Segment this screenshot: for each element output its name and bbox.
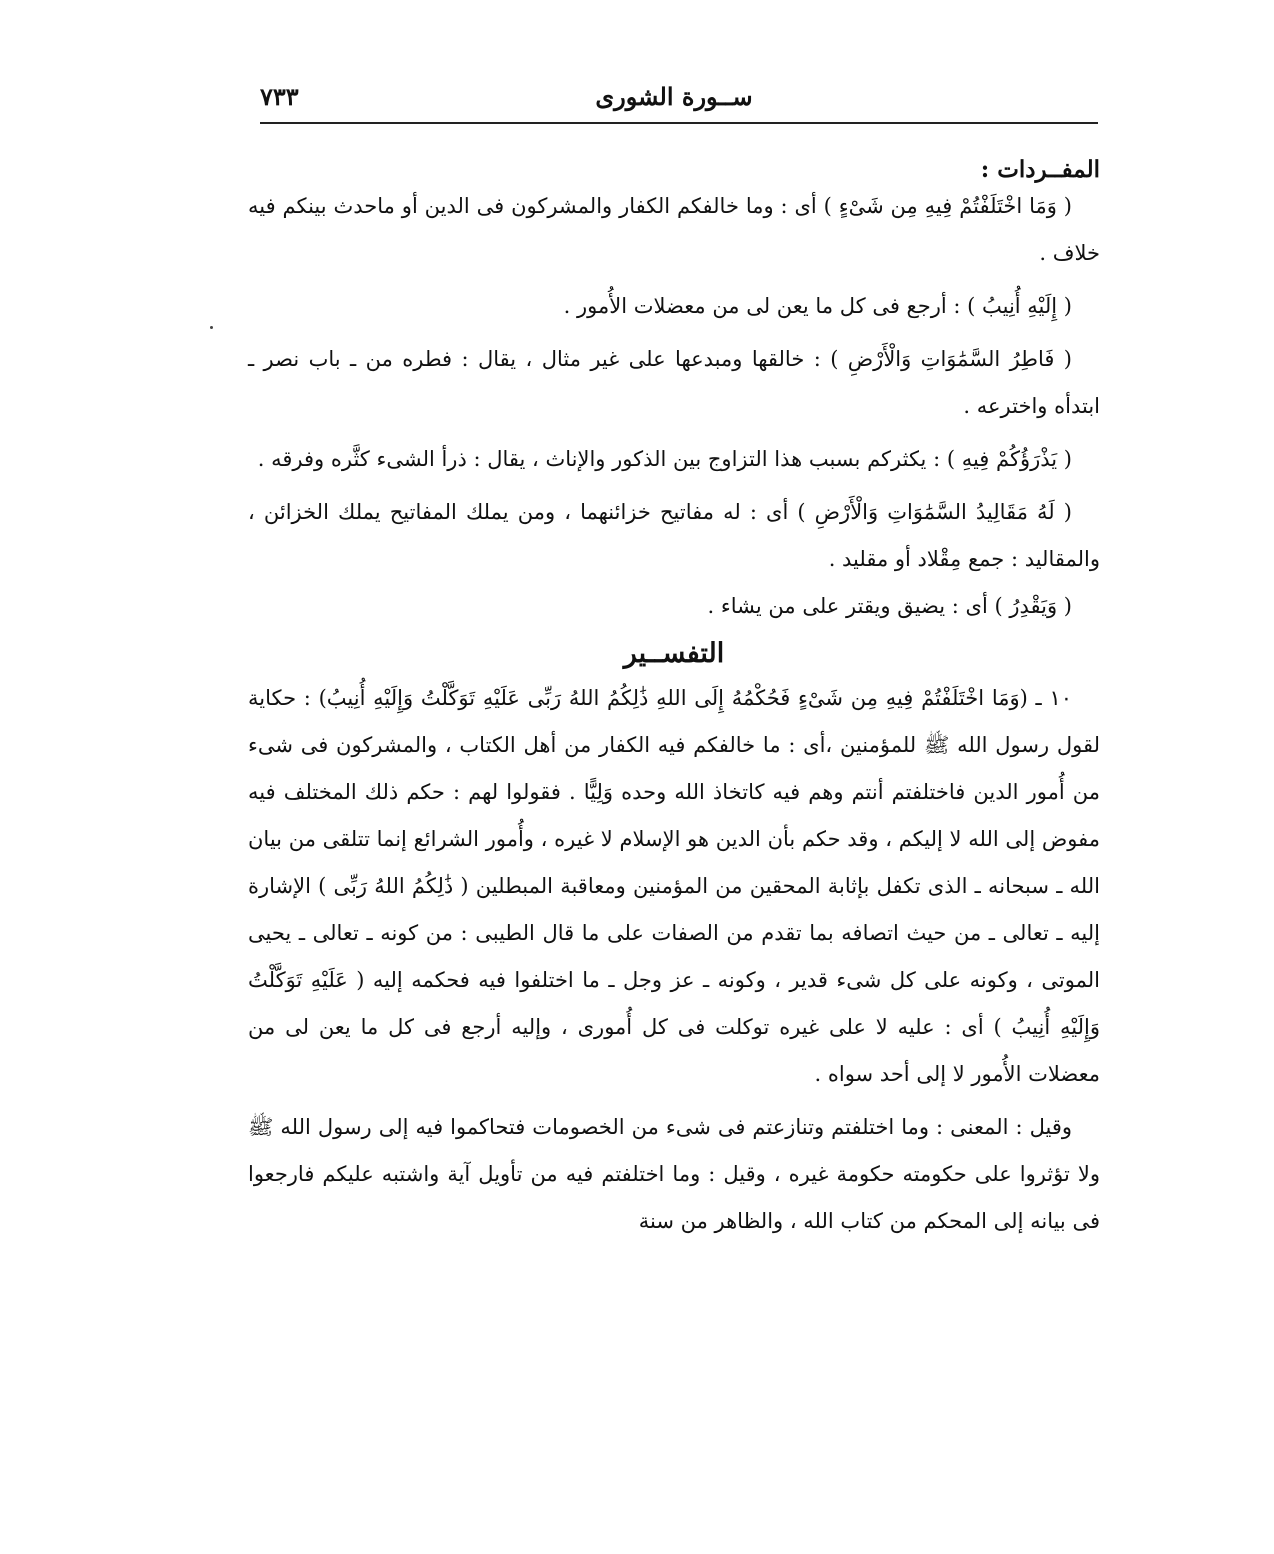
vocabulary-heading: المفــردات :	[980, 156, 1100, 183]
tafsir-section	[248, 638, 1100, 1245]
stray-mark	[210, 326, 213, 329]
vocabulary-section	[248, 156, 1100, 630]
vocab-entry: ( يَذْرَؤُكُمْ فِيهِ ) : يكثركم بسبب هذا التزاوج بين الذكور والإناث ، يقال : ذرأ الشىء كثَّره وفرقه .	[257, 447, 1072, 471]
vocab-entry: ( وَمَا اخْتَلَفْتُمْ فِيهِ مِن شَىْءٍ ) أى : وما خالفكم الكفار والمشركون فى الدين أو ماحدث بينكم فيه خلاف .	[248, 194, 1100, 265]
book-page	[248, 78, 1100, 1245]
vocab-entry: ( فَاطِرُ السَّمَٰوَاتِ وَالْأَرْضِ ) : خالقها ومبدعها على غير مثال ، يقال : فطره من ـ باب نصر ـ ابتدأه واخترعه .	[248, 347, 1100, 418]
vocab-entry: ( إِلَيْهِ أُنِيبُ ) : أرجع فى كل ما يعن لى من معضلات الأُمور .	[563, 294, 1072, 318]
tafsir-paragraph: ١٠ ـ (وَمَا اخْتَلَفْتُمْ فِيهِ مِن شَىْءٍ فَحُكْمُهُ إِلَى اللهِ ذَٰلِكُمُ اللهُ رَبِّى عَلَيْهِ تَوَكَّلْتُ وَإِلَيْهِ أُنِيبُ) : حكاية لقول رسول الله ﷺ للمؤمنين ،أى : ما خالفكم فيه الكفار من أهل الكتاب ، والمشركون فى شىء من أُمور الدين فاختلفتم أنتم وهم فيه كاتخاذ الله وحده وَلِيًّا . فقولوا لهم : حكم ذلك المختلف فيه مفوض إلى الله لا إليكم ، وقد حكم بأن الدين هو الإسلام لا غيره ، وأُمور الشرائع إنما تتلقى من بيان الله ـ سبحانه ـ الذى تكفل بإثابة المحقين من المؤمنين ومعاقبة المبطلين ( ذَٰلِكُمُ اللهُ رَبِّى ) الإشارة إليه ـ تعالى ـ من حيث اتصافه بما تقدم من الصفات على ما قال الطيبى : من كونه ـ تعالى ـ يحيى الموتى ، وكونه على كل شىء قدير ، وكونه ـ عز وجل ـ ما اختلفوا فيه فحكمه إليه ( عَلَيْهِ تَوَكَّلْتُ وَإِلَيْهِ أُنِيبُ ) أى : عليه لا على غيره توكلت فى كل أُمورى ، وإليه أرجع فى كل ما يعن لى من معضلات الأُمور لا إلى أحد سواه .	[248, 686, 1100, 1086]
vocab-entry: ( وَيَقْدِرُ ) أى : يضيق ويقتر على من يشاء .	[707, 594, 1072, 618]
vocab-entry: ( لَهُ مَقَالِيدُ السَّمَٰوَاتِ وَالْأَرْضِ ) أى : له مفاتيح خزائنهما ، ومن يملك المفاتيح يملك الخزائن ، والمقاليد : جمع مِقْلاد أو مقليد .	[248, 500, 1100, 571]
page-number: ٧٣٣	[260, 82, 299, 111]
surah-title: ســورة الشورى	[595, 82, 753, 111]
tafsir-paragraph: وقيل : المعنى : وما اختلفتم وتنازعتم فى شىء من الخصومات فتحاكموا فيه إلى رسول الله ﷺ ولا تؤثروا على حكومته حكومة غيره ، وقيل : وما اختلفتم فيه من تأويل آية واشتبه عليكم فارجعوا فى بيانه إلى المحكم من كتاب الله ، والظاهر من سنة	[248, 1115, 1100, 1233]
tafsir-heading: التفســير	[623, 638, 725, 669]
running-header	[248, 78, 1100, 118]
